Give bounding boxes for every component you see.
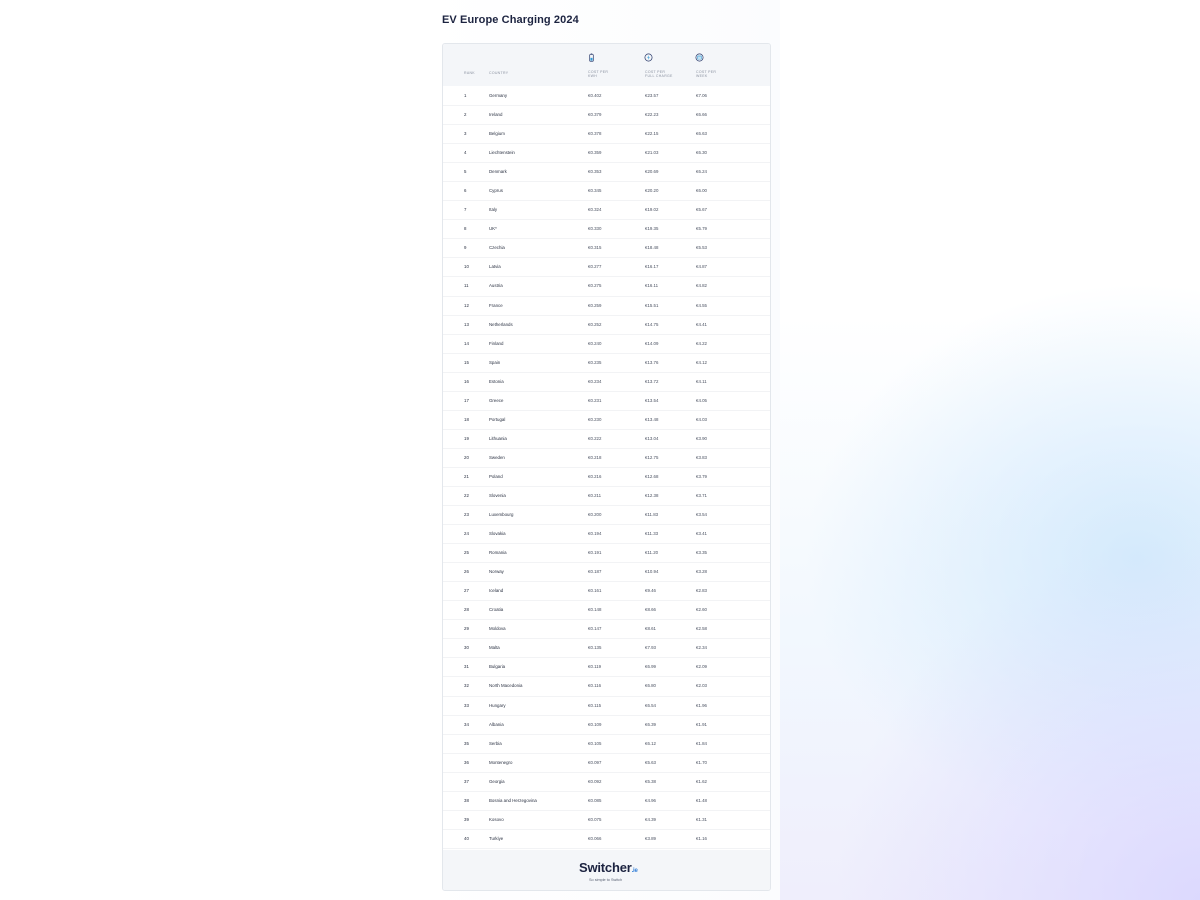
country-cell: Malta (489, 645, 500, 651)
rank-cell: 28 (464, 607, 469, 613)
cost-per-kwh-cell: €0.353 (588, 169, 602, 175)
cost-per-week-cell: €7.06 (696, 93, 707, 98)
table-footer (443, 850, 770, 891)
cost-per-week-cell: €2.09 (696, 664, 707, 670)
country-cell: Austria (489, 283, 503, 289)
cost-full-charge-cell: €15.51 (645, 302, 659, 308)
country-cell: Poland (489, 473, 503, 479)
rank-cell: 7 (464, 207, 467, 213)
cost-full-charge-cell: €6.39 (645, 721, 656, 727)
country-cell: Bosnia and Herzegovina (489, 797, 537, 803)
country-cell: Slovenia (489, 492, 506, 498)
cost-per-kwh-cell: €0.135 (588, 645, 602, 651)
cost-full-charge-cell: €3.89 (645, 835, 656, 841)
table-row (443, 335, 770, 354)
cost-full-charge-cell: €16.17 (645, 264, 659, 270)
column-header-cost-full-charge: COST PER FULL CHARGE (645, 70, 673, 79)
rank-cell: 18 (464, 416, 469, 422)
column-header-cost-per-kwh: COST PER KWH (588, 70, 609, 79)
table-row (443, 563, 770, 582)
country-cell: Kosovo (489, 816, 504, 822)
cost-full-charge-cell: €4.39 (645, 816, 656, 822)
cost-full-charge-cell: €8.61 (645, 626, 656, 632)
cost-full-charge-cell: €12.75 (645, 454, 659, 460)
country-cell: France (489, 302, 503, 308)
table-row (443, 582, 770, 601)
cost-per-kwh-cell: €0.092 (588, 778, 602, 784)
table-row (443, 297, 770, 316)
rank-cell: 25 (464, 550, 469, 556)
country-cell: Albania (489, 721, 504, 727)
country-cell: Moldova (489, 626, 506, 632)
cost-per-week-cell: €4.41 (696, 321, 707, 327)
rank-cell: 1 (464, 93, 467, 98)
cost-full-charge-cell: €21.03 (645, 150, 659, 156)
cost-per-week-cell: €4.12 (696, 359, 707, 365)
table-row (443, 182, 770, 201)
cost-per-week-cell: €1.91 (696, 721, 707, 727)
cost-per-week-cell: €5.53 (696, 245, 707, 251)
rank-cell: 37 (464, 778, 469, 784)
rank-cell: 31 (464, 664, 469, 670)
rank-cell: 2 (464, 112, 467, 118)
cost-per-kwh-cell: €0.085 (588, 797, 602, 803)
cost-full-charge-cell: €14.09 (645, 340, 659, 346)
cost-per-kwh-cell: €0.275 (588, 283, 602, 289)
cost-per-week-cell: €3.54 (696, 512, 707, 518)
table-row (443, 697, 770, 716)
cost-full-charge-cell: €13.76 (645, 359, 659, 365)
rank-cell: 34 (464, 721, 469, 727)
rank-cell: 4 (464, 150, 467, 156)
country-cell: Montenegro (489, 759, 513, 765)
weekly-cost-icon (695, 53, 704, 62)
table-row (443, 754, 770, 773)
cost-per-week-cell: €4.55 (696, 302, 707, 308)
country-cell: Estonia (489, 378, 504, 384)
table-row (443, 601, 770, 620)
country-cell: Latvia (489, 264, 501, 270)
country-cell: Norway (489, 569, 504, 575)
cost-per-kwh-cell: €0.222 (588, 435, 602, 441)
cost-per-week-cell: €4.82 (696, 283, 707, 289)
cost-per-kwh-cell: €0.230 (588, 416, 602, 422)
cost-per-kwh-cell: €0.231 (588, 397, 602, 403)
country-cell: Lithuania (489, 435, 507, 441)
rank-cell: 8 (464, 226, 467, 232)
cost-per-week-cell: €1.16 (696, 835, 707, 841)
cost-per-week-cell: €3.83 (696, 454, 707, 460)
rank-cell: 9 (464, 245, 467, 251)
cost-per-week-cell: €3.79 (696, 473, 707, 479)
table-row (443, 373, 770, 392)
cost-per-week-cell: €3.35 (696, 550, 707, 556)
rank-cell: 17 (464, 397, 469, 403)
table-row (443, 506, 770, 525)
logo-tagline: So simple to Switch (589, 878, 623, 882)
cost-full-charge-cell: €10.94 (645, 569, 659, 575)
cost-per-week-cell: €4.11 (696, 378, 707, 384)
table-row (443, 258, 770, 277)
country-cell: Liechtenstein (489, 150, 515, 156)
cost-per-kwh-cell: €0.187 (588, 569, 602, 575)
table-row (443, 811, 770, 830)
cost-per-week-cell: €1.48 (696, 797, 707, 803)
rank-cell: 32 (464, 683, 469, 689)
cost-full-charge-cell: €11.33 (645, 531, 659, 537)
table-row (443, 125, 770, 144)
table-row (443, 773, 770, 792)
country-cell: Finland (489, 340, 504, 346)
cost-full-charge-cell: €19.35 (645, 226, 659, 232)
cost-per-kwh-cell: €0.194 (588, 531, 602, 537)
rank-cell: 13 (464, 321, 469, 327)
page-title: EV Europe Charging 2024 (442, 14, 579, 26)
country-cell: Romania (489, 550, 507, 556)
cost-per-week-cell: €6.24 (696, 169, 707, 175)
cost-per-kwh-cell: €0.345 (588, 188, 602, 194)
cost-per-week-cell: €3.41 (696, 531, 707, 537)
table-row (443, 639, 770, 658)
country-cell: Bulgaria (489, 664, 506, 670)
country-cell: Denmark (489, 169, 507, 175)
table-row (443, 354, 770, 373)
cost-per-kwh-cell: €0.147 (588, 626, 602, 632)
cost-full-charge-cell: €23.57 (645, 93, 659, 98)
country-cell: North Macedonia (489, 683, 523, 689)
cost-per-week-cell: €2.03 (696, 683, 707, 689)
country-cell: Slovakia (489, 531, 506, 537)
logo-suffix: .ie (631, 868, 638, 874)
column-header-rank: RANK (464, 71, 475, 75)
country-cell: Georgia (489, 778, 505, 784)
rank-cell: 3 (464, 131, 467, 137)
country-cell: Netherlands (489, 321, 513, 327)
table-row (443, 430, 770, 449)
table-row (443, 144, 770, 163)
cost-per-kwh-cell: €0.115 (588, 702, 602, 708)
cost-per-week-cell: €4.22 (696, 340, 707, 346)
table-row (443, 620, 770, 639)
cost-full-charge-cell: €11.83 (645, 512, 659, 518)
background-gradient (780, 0, 1200, 900)
cost-full-charge-cell: €20.69 (645, 169, 659, 175)
cost-per-kwh-cell: €0.234 (588, 378, 602, 384)
cost-per-week-cell: €6.63 (696, 131, 707, 137)
country-cell: Greece (489, 397, 504, 403)
rank-cell: 20 (464, 454, 469, 460)
cost-per-kwh-cell: €0.075 (588, 816, 602, 822)
country-cell: Sweden (489, 454, 505, 460)
table-row (443, 830, 770, 849)
rank-cell: 21 (464, 473, 469, 479)
cost-per-kwh-cell: €0.277 (588, 264, 602, 270)
cost-per-kwh-cell: €0.109 (588, 721, 602, 727)
cost-per-kwh-cell: €0.105 (588, 740, 602, 746)
cost-full-charge-cell: €7.93 (645, 645, 656, 651)
table-row (443, 201, 770, 220)
cost-per-kwh-cell: €0.119 (588, 664, 602, 670)
cost-per-kwh-cell: €0.252 (588, 321, 602, 327)
cost-per-week-cell: €5.79 (696, 226, 707, 232)
country-cell: Czechia (489, 245, 505, 251)
cost-per-week-cell: €6.00 (696, 188, 707, 194)
rank-cell: 12 (464, 302, 469, 308)
rank-cell: 6 (464, 188, 467, 194)
cost-full-charge-cell: €19.02 (645, 207, 659, 213)
rank-cell: 26 (464, 569, 469, 575)
country-cell: Belgium (489, 131, 505, 137)
cost-full-charge-cell: €13.04 (645, 435, 659, 441)
cost-per-week-cell: €1.62 (696, 778, 707, 784)
cost-full-charge-cell: €6.80 (645, 683, 656, 689)
rank-cell: 35 (464, 740, 469, 746)
cost-per-week-cell: €2.58 (696, 626, 707, 632)
column-header-cost-per-week: COST PER WEEK (696, 70, 717, 79)
cost-full-charge-cell: €8.66 (645, 607, 656, 613)
cost-full-charge-cell: €11.20 (645, 550, 659, 556)
table-row (443, 277, 770, 296)
table-row (443, 525, 770, 544)
rank-cell: 39 (464, 816, 469, 822)
rank-cell: 11 (464, 283, 469, 289)
cost-per-kwh-cell: €0.315 (588, 245, 602, 251)
cost-per-week-cell: €6.30 (696, 150, 707, 156)
cost-per-kwh-cell: €0.218 (588, 454, 602, 460)
country-cell: Germany (489, 93, 508, 98)
cost-per-week-cell: €3.90 (696, 435, 707, 441)
column-header-country: COUNTRY (489, 71, 509, 75)
cost-per-week-cell: €1.84 (696, 740, 707, 746)
charging-icon (644, 53, 653, 62)
cost-full-charge-cell: €9.46 (645, 588, 656, 594)
rank-cell: 30 (464, 645, 469, 651)
country-cell: Spain (489, 359, 501, 365)
cost-per-kwh-cell: €0.161 (588, 588, 602, 594)
rank-cell: 10 (464, 264, 469, 270)
cost-per-week-cell: €4.05 (696, 397, 707, 403)
rank-cell: 24 (464, 531, 469, 537)
country-cell: Luxembourg (489, 512, 514, 518)
table-row (443, 792, 770, 811)
country-cell: Hungary (489, 702, 506, 708)
cost-full-charge-cell: €16.11 (645, 283, 659, 289)
cost-per-week-cell: €1.70 (696, 759, 707, 765)
country-cell: Portugal (489, 416, 506, 422)
cost-full-charge-cell: €13.72 (645, 378, 659, 384)
rank-cell: 16 (464, 378, 469, 384)
cost-full-charge-cell: €12.38 (645, 492, 659, 498)
table-row (443, 735, 770, 754)
table-row (443, 449, 770, 468)
table-row (443, 392, 770, 411)
rank-cell: 14 (464, 340, 469, 346)
logo-text: Switcher (579, 860, 632, 875)
rank-cell: 19 (464, 435, 469, 441)
cost-per-kwh-cell: €0.240 (588, 340, 602, 346)
cost-per-week-cell: €2.83 (696, 588, 707, 594)
table-row (443, 411, 770, 430)
cost-full-charge-cell: €20.20 (645, 188, 659, 194)
cost-per-kwh-cell: €0.200 (588, 512, 602, 518)
cost-per-kwh-cell: €0.330 (588, 226, 602, 232)
cost-full-charge-cell: €14.75 (645, 321, 659, 327)
cost-per-kwh-cell: €0.402 (588, 93, 602, 98)
cost-full-charge-cell: €6.54 (645, 702, 656, 708)
table-row (443, 544, 770, 563)
country-cell: Iceland (489, 588, 504, 594)
cost-full-charge-cell: €22.15 (645, 131, 659, 137)
rank-cell: 33 (464, 702, 469, 708)
rank-cell: 23 (464, 512, 469, 518)
cost-per-week-cell: €5.67 (696, 207, 707, 213)
cost-per-week-cell: €4.87 (696, 264, 707, 270)
cost-per-kwh-cell: €0.116 (588, 683, 602, 689)
cost-per-kwh-cell: €0.235 (588, 359, 602, 365)
rank-cell: 38 (464, 797, 469, 803)
table-row (443, 316, 770, 335)
country-cell: Cyprus (489, 188, 503, 194)
cost-per-kwh-cell: €0.191 (588, 550, 602, 556)
cost-per-week-cell: €4.03 (696, 416, 707, 422)
cost-per-week-cell: €1.31 (696, 816, 707, 822)
table-row (443, 658, 770, 677)
table-row (443, 220, 770, 239)
country-cell: Serbia (489, 740, 502, 746)
cost-per-kwh-cell: €0.359 (588, 150, 602, 156)
cost-full-charge-cell: €13.54 (645, 397, 659, 403)
cost-per-kwh-cell: €0.097 (588, 759, 602, 765)
cost-per-week-cell: €2.60 (696, 607, 707, 613)
cost-full-charge-cell: €4.96 (645, 797, 656, 803)
cost-full-charge-cell: €5.63 (645, 759, 656, 765)
table-row (443, 487, 770, 506)
cost-full-charge-cell: €18.48 (645, 245, 659, 251)
country-cell: Croatia (489, 607, 504, 613)
cost-full-charge-cell: €6.12 (645, 740, 656, 746)
battery-icon (587, 53, 596, 62)
cost-full-charge-cell: €13.48 (645, 416, 659, 422)
cost-per-week-cell: €3.28 (696, 569, 707, 575)
country-cell: UK* (489, 226, 497, 232)
cost-per-kwh-cell: €0.378 (588, 131, 602, 137)
table-row (443, 239, 770, 258)
rank-cell: 5 (464, 169, 467, 175)
cost-per-kwh-cell: €0.324 (588, 207, 602, 213)
country-cell: Turkiye (489, 835, 504, 841)
switcher-logo (579, 860, 638, 875)
cost-full-charge-cell: €12.68 (645, 473, 659, 479)
table-body (443, 87, 770, 849)
rank-cell: 22 (464, 492, 469, 498)
rank-cell: 15 (464, 359, 469, 365)
cost-full-charge-cell: €6.99 (645, 664, 656, 670)
rank-cell: 40 (464, 835, 469, 841)
cost-per-kwh-cell: €0.259 (588, 302, 602, 308)
table-row (443, 677, 770, 696)
cost-per-kwh-cell: €0.379 (588, 112, 602, 118)
cost-per-kwh-cell: €0.148 (588, 607, 602, 613)
cost-per-kwh-cell: €0.216 (588, 473, 602, 479)
country-cell: Ireland (489, 112, 503, 118)
table-header (443, 44, 770, 86)
rank-cell: 29 (464, 626, 469, 632)
cost-per-kwh-cell: €0.066 (588, 835, 602, 841)
cost-per-week-cell: €1.96 (696, 702, 707, 708)
cost-full-charge-cell: €22.23 (645, 112, 659, 118)
table-row (443, 163, 770, 182)
cost-per-week-cell: €2.34 (696, 645, 707, 651)
cost-per-week-cell: €3.71 (696, 492, 707, 498)
cost-per-week-cell: €6.66 (696, 112, 707, 118)
table-row (443, 716, 770, 735)
ranking-table-card (442, 43, 771, 891)
rank-cell: 27 (464, 588, 469, 594)
table-row (443, 468, 770, 487)
table-row (443, 87, 770, 106)
rank-cell: 36 (464, 759, 469, 765)
cost-per-kwh-cell: €0.211 (588, 492, 602, 498)
table-row (443, 106, 770, 125)
cost-full-charge-cell: €5.38 (645, 778, 656, 784)
country-cell: Italy (489, 207, 498, 213)
